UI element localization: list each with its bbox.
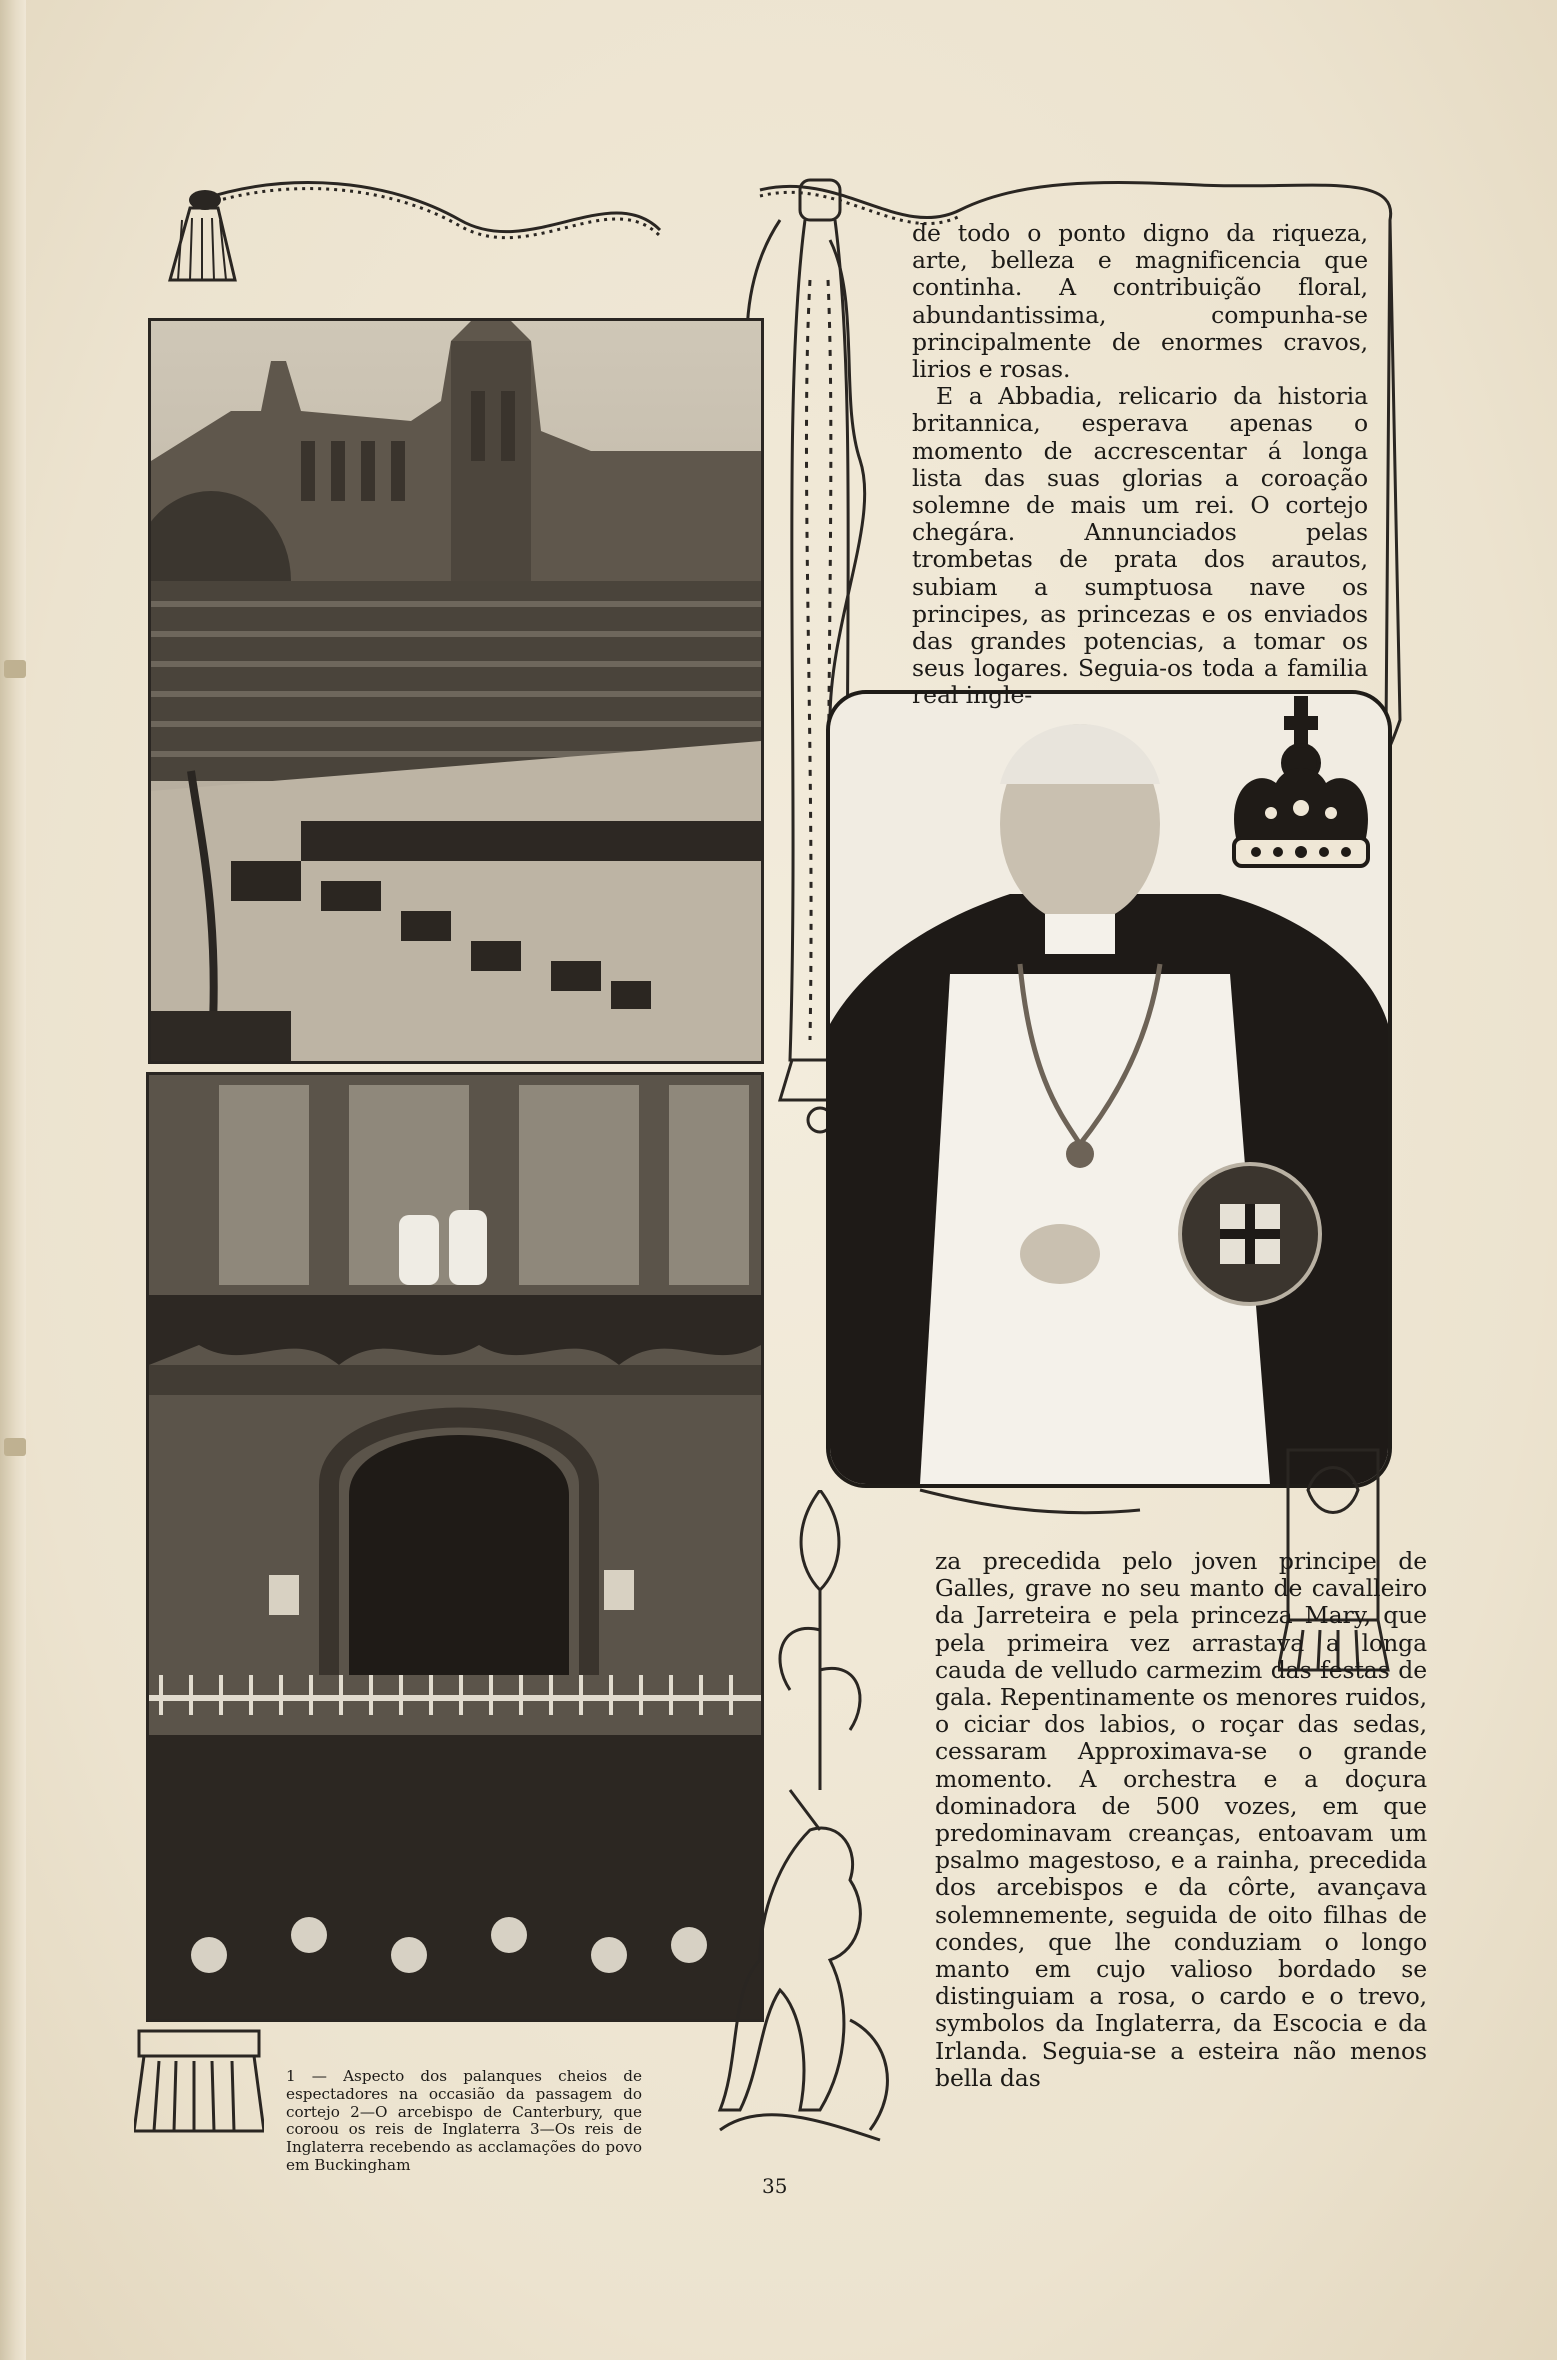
photo-caption: 1 — Aspecto dos palanques cheios de espectadores na occasião da passagem do cortejo 2—O arcebispo de Canterbury, que coroou os reis de Inglaterra 3—Os reis de Inglaterra recebendo as acclamações do povo em Buckingham bbox=[286, 2067, 642, 2174]
binding-stitch bbox=[4, 1438, 26, 1456]
paragraph: de todo o ponto digno da riqueza, arte, belleza e magnificencia que continha. A contribuição floral, abundantissima, compunha-se principalmente de enormes cravos, lirios e rosas. bbox=[912, 219, 1368, 384]
buckingham-balcony-photo bbox=[146, 1072, 764, 2022]
page-binding bbox=[0, 0, 26, 2360]
article-text-bottom bbox=[935, 1548, 1427, 2092]
paragraph: za precedida pelo joven principe de Galles, grave no seu manto de cavalleiro da Jarreteira e pela princeza Mary, que pela primeira vez arrastava a longa cauda de velludo carmezim das festas de gala. Repentinamente os menores ruidos, o ciciar dos labios, o roçar das sedas, cessaram Approximava-se o grande momento. A orchestra e a doçura dominadora de 500 vozes, em que predominavam creanças, entoavam um psalmo magestoso, e a rainha, precedida dos arcebispos e da côrte, avançava solemnemente, seguida de oito filhas de condes, que lhe conduziam o longo manto em cujo valioso bordado se distinguiam a rosa, o cardo e o trevo, symbolos da Inglaterra, da Escocia e da Irlanda. Seguia-se a esteira não menos bella das bbox=[935, 1547, 1427, 2092]
unicorn-ornament bbox=[700, 1770, 920, 2150]
article-text-top bbox=[912, 220, 1368, 710]
tassel-icon bbox=[170, 190, 235, 280]
page-number: 35 bbox=[762, 2174, 788, 2198]
tassel-cord-ornament bbox=[134, 2026, 264, 2136]
thistle-ornament bbox=[760, 1490, 880, 1790]
crown-icon bbox=[1216, 688, 1386, 908]
binding-stitch bbox=[4, 660, 26, 678]
abbey-procession-photo bbox=[148, 318, 764, 1064]
paragraph: E a Abbadia, relicario da historia britannica, esperava apenas o momento de accrescentar á longa lista das suas glorias a coroação solemne de mais um rei. O cortejo chegára. Annunciados pelas trombetas de prata dos arautos, subiam a sumptuosa nave os principes, as princezas e os enviados das grandes potencias, a tomar os seus logares. Seguia-os toda a familia real ingle- bbox=[912, 382, 1368, 710]
